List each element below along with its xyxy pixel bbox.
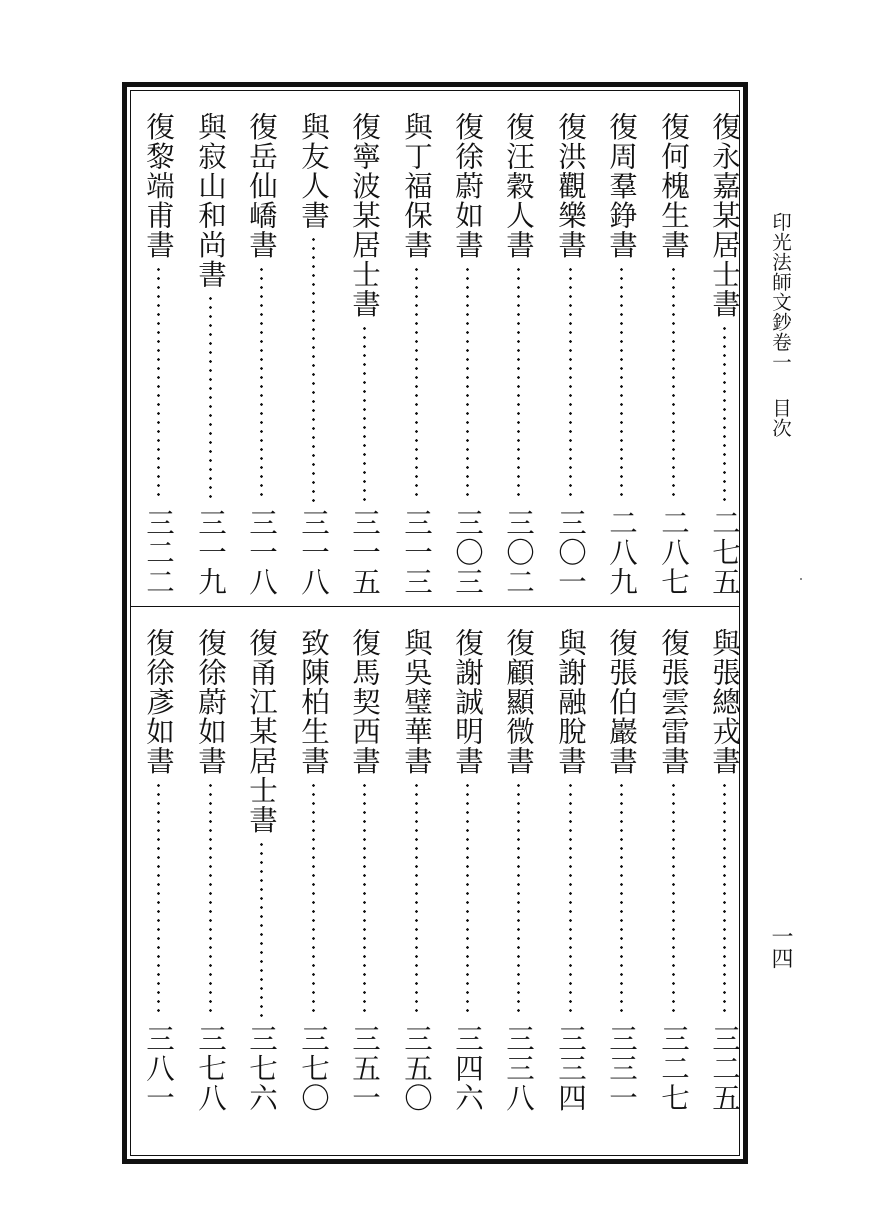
dot-leader xyxy=(723,781,726,1018)
toc-entry xyxy=(601,628,641,1112)
entry-title: 復馬契西書 xyxy=(348,628,381,776)
toc-entry xyxy=(396,628,436,1112)
running-head xyxy=(762,212,798,438)
entry-page-number: 三一五 xyxy=(348,507,381,596)
dot-leader xyxy=(517,265,520,502)
dot-leader xyxy=(363,781,366,1018)
dot-leader xyxy=(569,265,572,502)
entry-page-number: 三〇一 xyxy=(554,507,587,596)
dot-leader xyxy=(620,265,623,502)
entry-title: 復何槐生書 xyxy=(657,112,690,260)
entry-page-number: 三一八 xyxy=(297,507,330,596)
toc-entry xyxy=(293,112,333,596)
toc-entry xyxy=(704,628,744,1112)
folio xyxy=(762,925,798,969)
dot-leader xyxy=(517,781,520,1018)
entry-title: 致陳柏生書 xyxy=(297,628,330,776)
entry-title: 復黎端甫書 xyxy=(142,112,175,260)
entry-page-number: 三七六 xyxy=(245,1023,278,1112)
toc-entry xyxy=(498,628,538,1112)
dot-leader xyxy=(157,781,160,1018)
entry-page-number: 二八七 xyxy=(657,507,690,596)
section-title: 目次 xyxy=(769,398,792,438)
entry-title: 復寧波某居士書 xyxy=(348,112,381,319)
entry-page-number: 三三八 xyxy=(502,1023,535,1112)
toc-entry xyxy=(396,112,436,596)
dot-leader xyxy=(260,840,263,1018)
entry-title: 與寂山和尚書 xyxy=(194,112,227,289)
dot-leader xyxy=(157,265,160,502)
toc-entry xyxy=(241,628,281,1112)
entry-title: 與友人書 xyxy=(297,112,330,230)
dot-leader xyxy=(415,781,418,1018)
entry-title: 復徐彥如書 xyxy=(142,628,175,776)
dot-leader xyxy=(466,265,469,502)
entry-title: 復甬江某居士書 xyxy=(245,628,278,835)
entry-page-number: 三二五 xyxy=(708,1023,741,1112)
dot-leader xyxy=(569,781,572,1018)
register-divider xyxy=(130,606,740,607)
dot-leader xyxy=(723,324,726,502)
toc-entry xyxy=(138,628,178,1112)
toc-entry xyxy=(704,112,744,596)
dot-leader xyxy=(209,781,212,1018)
entry-page-number: 二七五 xyxy=(708,507,741,596)
entry-title: 復謝誠明書 xyxy=(451,628,484,776)
dot-leader xyxy=(415,265,418,502)
entry-title: 復岳仙嶠書 xyxy=(245,112,278,260)
entry-title: 復張雲雷書 xyxy=(657,628,690,776)
entry-title: 復徐蔚如書 xyxy=(451,112,484,260)
toc-entry xyxy=(447,112,487,596)
dot-leader xyxy=(260,265,263,502)
entry-title: 與吳璧華書 xyxy=(400,628,433,776)
scan-speck xyxy=(800,578,802,580)
entry-page-number: 三二七 xyxy=(657,1023,690,1112)
entry-page-number: 三五〇 xyxy=(400,1023,433,1112)
entry-page-number: 三四六 xyxy=(451,1023,484,1112)
dot-leader xyxy=(312,235,315,502)
entry-title: 與張總戎書 xyxy=(708,628,741,776)
toc-entry xyxy=(138,112,178,596)
page-folio: 一四 xyxy=(768,925,793,969)
entry-title: 復汪穀人書 xyxy=(502,112,535,260)
dot-leader xyxy=(209,294,212,502)
toc-entry xyxy=(550,628,590,1112)
entry-page-number: 三八一 xyxy=(142,1023,175,1112)
toc-entry xyxy=(447,628,487,1112)
entry-title: 與丁福保書 xyxy=(400,112,433,260)
toc-entry xyxy=(601,112,641,596)
entry-title: 復洪觀樂書 xyxy=(554,112,587,260)
entry-page-number: 三三四 xyxy=(554,1023,587,1112)
entry-page-number: 三一三 xyxy=(400,507,433,596)
entry-title: 與謝融脫書 xyxy=(554,628,587,776)
toc-entry xyxy=(653,628,693,1112)
entry-page-number: 三五一 xyxy=(348,1023,381,1112)
entry-page-number: 二八九 xyxy=(605,507,638,596)
toc-entry xyxy=(190,112,230,596)
entry-page-number: 三〇三 xyxy=(451,507,484,596)
toc-entry xyxy=(498,112,538,596)
toc-entry xyxy=(344,112,384,596)
toc-entry xyxy=(293,628,333,1112)
toc-entry xyxy=(653,112,693,596)
entry-title: 復張伯巖書 xyxy=(605,628,638,776)
entry-title: 復徐蔚如書 xyxy=(194,628,227,776)
toc-entry xyxy=(241,112,281,596)
toc-entry xyxy=(550,112,590,596)
dot-leader xyxy=(363,324,366,502)
toc-entry xyxy=(344,628,384,1112)
entry-page-number: 三一八 xyxy=(245,507,278,596)
entry-page-number: 三三一 xyxy=(605,1023,638,1112)
entry-page-number: 三七〇 xyxy=(297,1023,330,1112)
entry-page-number: 三七八 xyxy=(194,1023,227,1112)
dot-leader xyxy=(672,781,675,1018)
entry-page-number: 三〇二 xyxy=(502,507,535,596)
entry-title: 復周羣錚書 xyxy=(605,112,638,260)
entry-title: 復顧顯微書 xyxy=(502,628,535,776)
dot-leader xyxy=(312,781,315,1018)
dot-leader xyxy=(466,781,469,1018)
entry-title: 復永嘉某居士書 xyxy=(708,112,741,319)
dot-leader xyxy=(620,781,623,1018)
book-title: 印光法師文鈔卷一 xyxy=(769,212,792,372)
entry-page-number: 三二二 xyxy=(142,507,175,596)
dot-leader xyxy=(672,265,675,502)
toc-entry xyxy=(190,628,230,1112)
entry-page-number: 三一九 xyxy=(194,507,227,596)
